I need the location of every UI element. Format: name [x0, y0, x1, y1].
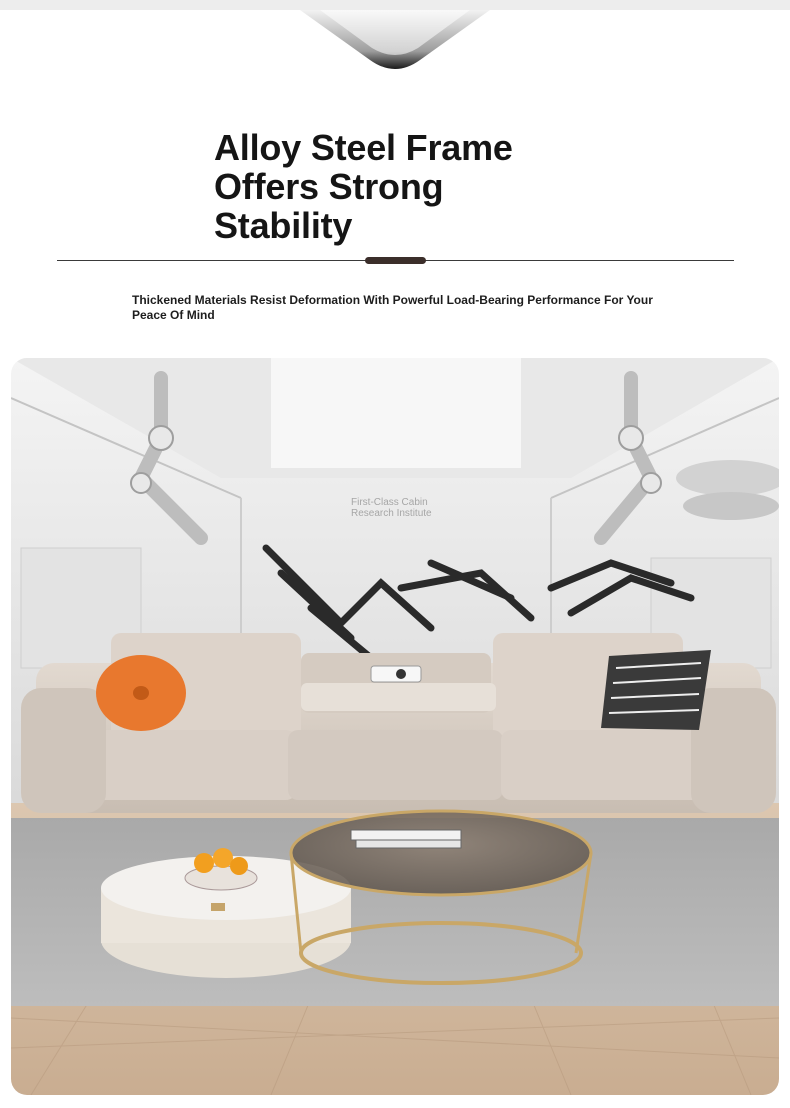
- headline: [214, 128, 594, 245]
- notch-shape-icon: [300, 0, 490, 80]
- photo-watermark: [351, 497, 461, 519]
- product-photo: [11, 358, 779, 1095]
- headline-line-3: Stability: [214, 205, 353, 246]
- subtext: Thickened Materials Resist Deformation With Powerful Load-Bearing Performance For Your Peace Of Mind: [132, 293, 653, 322]
- headline-line-2: Offers Strong: [214, 166, 444, 207]
- divider-accent: [365, 257, 426, 264]
- watermark-line-1: First-Class Cabin: [351, 497, 428, 508]
- headline-line-1: Alloy Steel Frame: [214, 127, 513, 168]
- watermark-line-2: Research Institute: [351, 508, 432, 519]
